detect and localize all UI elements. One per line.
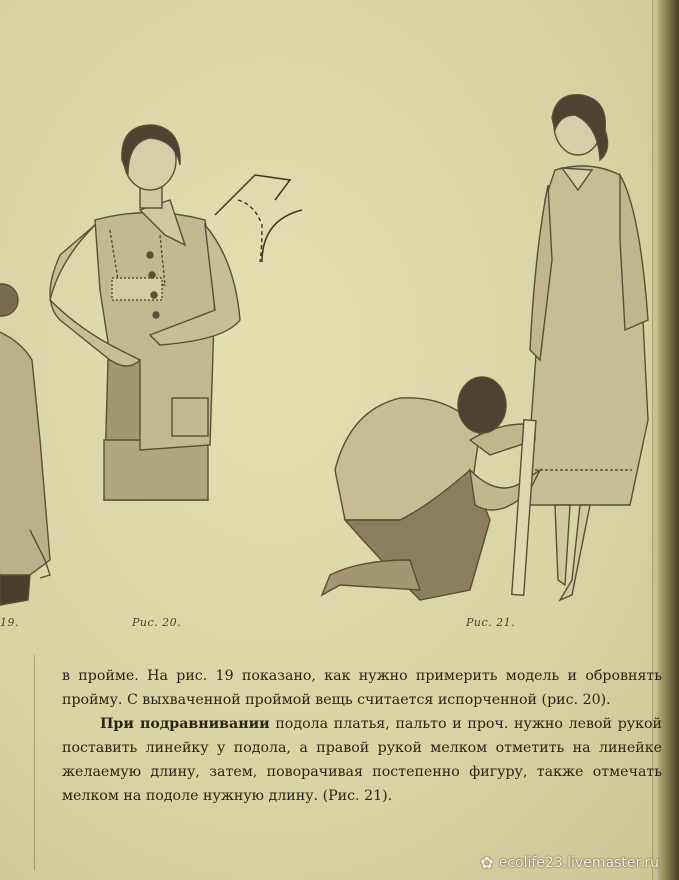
paragraph-1: в пройме. На рис. 19 показано, как нужно примерить модель и обровнять пройму. С выхваченной проймой вещь считается испорченной (рис. 20). bbox=[62, 668, 662, 708]
caption-fig21: Рис. 21. bbox=[466, 616, 516, 629]
body-text bbox=[62, 664, 662, 808]
margin-rule bbox=[34, 655, 35, 870]
figure-20-illustration bbox=[50, 125, 302, 500]
watermark bbox=[480, 853, 659, 872]
caption-fig19: 19. bbox=[0, 616, 19, 629]
caption-fig20: Рис. 20. bbox=[132, 616, 182, 629]
paragraph-2-rest: подола платья, пальто и проч. нужно левой рукой поставить линейку у подола, а правой рукой мелком отметить на линейке желаемую длину, затем, поворачивая постепенно фигуру, также отмечать мелком на подоле нужную длину. (Рис. 21). bbox=[62, 716, 662, 804]
figure-19-illustration bbox=[0, 284, 50, 605]
paragraph-2-lead: При подравнивании bbox=[100, 716, 270, 732]
flower-icon: ✿ bbox=[480, 853, 494, 872]
figure-21-illustration bbox=[322, 95, 648, 600]
paragraph-2 bbox=[62, 712, 662, 808]
watermark-text: ecolife23.livemaster.ru bbox=[498, 854, 659, 871]
